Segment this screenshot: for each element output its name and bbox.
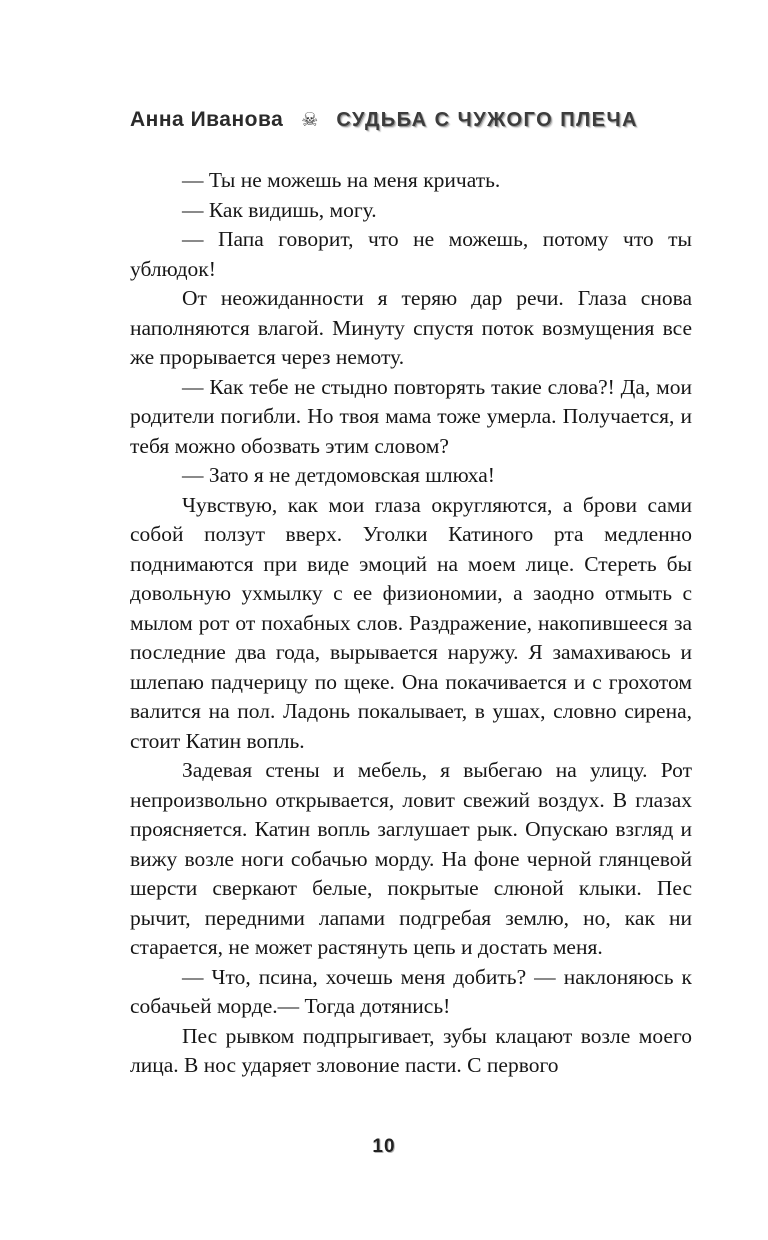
paragraph: — Зато я не детдомовская шлюха! (182, 463, 495, 487)
paragraph: — Ты не можешь на меня кричать. (182, 168, 501, 192)
paragraph: — Что, псина, хочешь меня добить? — наклоняюсь к собачьей морде.— Тогда дотянись! (130, 964, 692, 1018)
page-body (130, 166, 692, 1081)
paragraph: Чувствую, как мои глаза округляются, а брови сами собой ползут вверх. Уголки Катиного рта медленно поднимаются при виде эмоций на моем лице. Стереть бы довольную ухмылку с ее физиономии, а заодно отмыть с мылом рот от похабных слов. Раздражение, накопившееся за последние два года, вырывается наружу. Я замахиваюсь и шлепаю падчерицу по щеке. Она покачивается и с грохотом валится на пол. Ладонь покалывает, в ушах, словно сирена, стоит Катин вопль. (130, 492, 692, 753)
paragraph: Пес рывком подпрыгивает, зубы клацают возле моего лица. В нос ударяет зловоние пасти. С первого (130, 1023, 692, 1077)
skull-icon: ☠ (301, 109, 319, 131)
paragraph: Задевая стены и мебель, я выбегаю на улицу. Рот непроизвольно открывается, ловит свежий воздух. В глазах проясняется. Катин вопль заглушает рык. Опускаю взгляд и вижу возле ноги собачью морду. На фоне черной глянцевой шерсти сверкают белые, покрытые слюной клыки. Пес рычит, передними лапами подгребая землю, но, как ни старается, не может растянуть цепь и достать меня. (130, 758, 692, 959)
paragraph: — Как тебе не стыдно повторять такие слова?! Да, мои родители погибли. Но твоя мама тоже умерла. Получается, и тебя можно обозвать этим словом? (130, 374, 692, 458)
paragraph: От неожиданности я теряю дар речи. Глаза снова наполняются влагой. Минуту спустя поток возмущения все же прорывается через немоту. (130, 286, 692, 369)
paragraph: — Как видишь, могу. (182, 197, 377, 222)
page-number: 10 (372, 1136, 396, 1157)
running-header (0, 108, 768, 132)
paragraph: — Папа говорит, что не можешь, потому что ты ублюдок! (130, 227, 692, 281)
book-title: СУДЬБА С ЧУЖОГО ПЛЕЧА (336, 108, 638, 131)
author-name: Анна Иванова (130, 108, 284, 131)
